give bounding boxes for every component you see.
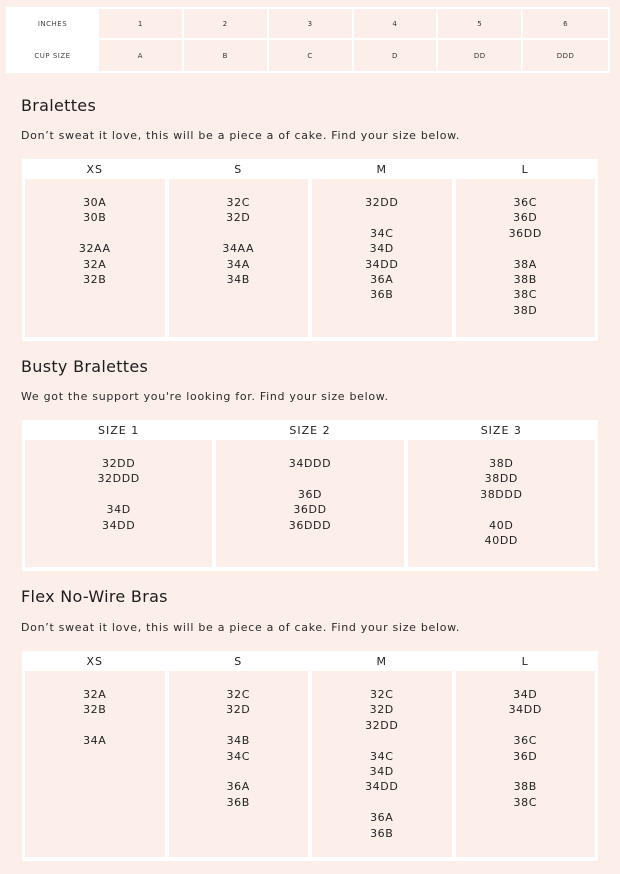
band-cup-size: 34DD	[508, 703, 542, 717]
band-cup-size: 36C	[513, 196, 537, 209]
size-table	[22, 420, 598, 571]
section-title: Bralettes	[21, 96, 97, 115]
band-cup-size: 36D	[297, 487, 323, 501]
cup-cell: D	[354, 40, 439, 71]
band-cup-size: 40DD	[484, 534, 518, 548]
band-cup-size: 36B	[370, 288, 394, 302]
size-column-header: L	[456, 159, 596, 179]
band-cup-size: 34DD	[365, 780, 399, 794]
band-cup-size: 32C	[226, 196, 250, 209]
band-cup-size: 34A	[83, 734, 107, 748]
band-cup-size: 40D	[489, 518, 514, 532]
band-cup-size: 36A	[370, 273, 394, 287]
size-column-header: M	[312, 651, 452, 671]
cup-cell: DDD	[556, 51, 575, 60]
band-cup-size: 34D	[106, 503, 131, 517]
size-column	[312, 671, 452, 857]
inches-cup-conversion-table	[6, 7, 610, 73]
band-cup-size: 38D	[513, 303, 538, 317]
size-column	[456, 671, 596, 857]
cup-cell: A	[99, 40, 184, 71]
band-cup-size: 32AA	[78, 242, 111, 256]
size-column	[169, 671, 309, 857]
size-column	[25, 179, 165, 337]
band-cup-size: 32D	[226, 211, 251, 225]
band-cup-size: 34C	[370, 749, 394, 763]
band-cup-size: 38C	[513, 795, 537, 809]
cup-cell: C	[269, 40, 354, 71]
section-subtitle: Don’t sweat it love, this will be a piece a of cake. Find your size below.	[21, 621, 461, 634]
size-column	[408, 440, 595, 567]
band-cup-size: 32DD	[101, 457, 136, 470]
inches-cell: 5	[438, 9, 523, 40]
inches-cell: 2	[184, 9, 269, 40]
band-cup-size: 36B	[370, 826, 394, 840]
band-cup-size: 34D	[369, 242, 394, 256]
band-cup-size: 34C	[370, 226, 394, 240]
band-cup-size: 32DD	[365, 718, 399, 732]
size-column-header: S	[169, 651, 309, 671]
inches-row-label: INCHES	[8, 9, 99, 40]
inches-cell: 6	[523, 9, 608, 40]
size-column-header: SIZE 2	[216, 420, 403, 440]
band-cup-size: 32C	[226, 688, 250, 701]
band-cup-size: 34DD	[365, 257, 399, 271]
band-cup-size: 36A	[226, 780, 250, 794]
inches-cell: 4	[354, 9, 439, 40]
size-column-header: L	[456, 651, 596, 671]
band-cup-size: 36DDD	[288, 518, 332, 532]
section-title: Flex No-Wire Bras	[21, 587, 168, 606]
inches-cell: 1	[99, 9, 184, 40]
band-cup-size: 38A	[513, 257, 537, 271]
size-column-header: XS	[25, 651, 165, 671]
cup-size-row-label: CUP SIZE	[8, 40, 99, 71]
size-table	[22, 159, 598, 341]
band-cup-size: 32C	[370, 688, 394, 701]
band-cup-size: 38C	[513, 288, 537, 302]
size-column	[25, 671, 165, 857]
size-column-header: M	[312, 159, 452, 179]
band-cup-size: 38B	[513, 780, 537, 794]
size-table	[22, 651, 598, 861]
size-column	[456, 179, 596, 337]
band-cup-size: 34DDD	[288, 457, 332, 470]
size-column-header: SIZE 3	[408, 420, 595, 440]
band-cup-size: 36B	[226, 795, 250, 809]
band-cup-size: 34AA	[222, 242, 255, 256]
band-cup-size: 36D	[513, 211, 538, 225]
band-cup-size: 38DD	[484, 472, 518, 486]
section-subtitle: We got the support you're looking for. Find your size below.	[21, 390, 389, 403]
cup-cell: DD	[438, 40, 523, 71]
size-column	[312, 179, 452, 337]
band-cup-size: 32B	[83, 273, 107, 287]
band-cup-size: 30B	[83, 211, 107, 225]
size-column-header: S	[169, 159, 309, 179]
band-cup-size: 36DD	[508, 226, 542, 240]
band-cup-size: 34C	[226, 749, 250, 763]
band-cup-size: 32A	[83, 688, 107, 701]
section-title: Busty Bralettes	[21, 357, 149, 376]
band-cup-size: 38B	[513, 273, 537, 287]
size-column-header: XS	[25, 159, 165, 179]
band-cup-size: 36A	[370, 811, 394, 825]
inches-cell: 3	[269, 9, 354, 40]
band-cup-size: 36C	[513, 734, 537, 748]
band-cup-size: 32A	[83, 257, 107, 271]
size-column	[216, 440, 403, 567]
size-column	[25, 440, 212, 567]
section-subtitle: Don’t sweat it love, this will be a piece a of cake. Find your size below.	[21, 129, 461, 142]
band-cup-size: 38D	[489, 457, 514, 470]
size-column	[169, 179, 309, 337]
band-cup-size: 34B	[226, 273, 250, 287]
cup-cell: B	[184, 40, 269, 71]
band-cup-size: 34A	[226, 257, 250, 271]
band-cup-size: 34DD	[101, 518, 136, 532]
band-cup-size: 32DDD	[97, 472, 140, 486]
band-cup-size: 38DDD	[480, 487, 523, 501]
band-cup-size: 32B	[83, 703, 107, 717]
band-cup-size: 32D	[369, 703, 394, 717]
band-cup-size: 34B	[226, 734, 250, 748]
band-cup-size: 32DD	[365, 196, 399, 209]
band-cup-size: 36D	[513, 749, 538, 763]
size-column-header: SIZE 1	[25, 420, 212, 440]
band-cup-size: 30A	[83, 196, 107, 209]
band-cup-size: 36DD	[293, 503, 327, 517]
band-cup-size: 32D	[226, 703, 251, 717]
band-cup-size: 34D	[369, 765, 394, 779]
band-cup-size: 34D	[513, 688, 538, 701]
